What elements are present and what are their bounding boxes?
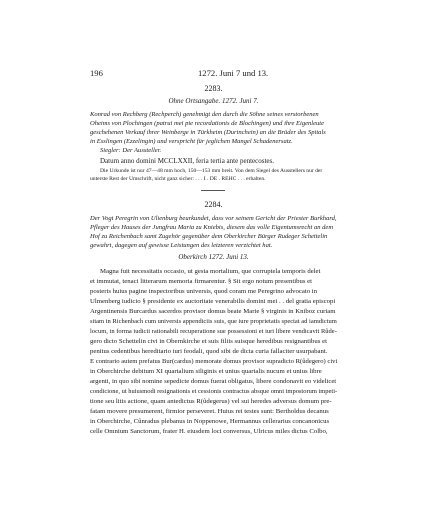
body-line: in Oberchirche, Cûnradus plebanus in Noppenowe, Hermannus cellerarius concanonicus [90, 418, 330, 425]
body-line: Magna fuit necessitatis occasio, ut gesta mortalium, que corruptela temporis delet [100, 268, 321, 275]
entry-dateline: Oberkirch 1272. Juni 13. [178, 253, 249, 261]
note-line: Die Urkunde ist nur 47—48 mm hoch, 150—153 mm breit. Von dem Siegel des Ausstellers nur der [100, 168, 323, 174]
body-line: fatam movere presumerent, firmior perseveret. Huius rei testes sunt: Bertholdus decanus [90, 408, 329, 415]
entry-number: 2283. [204, 84, 223, 93]
section-divider [201, 190, 225, 191]
note-line: unterste Rest der Umschrift, nicht ganz sicher: . . . I . DE . REHC . . . erhalten. [90, 176, 266, 182]
body-line: posteris huius pagine inspectoribus universis, quod coram me Peregrino advocato in [90, 288, 318, 295]
body-line: in Oberchirche debitum XI quartalium siliginis et unius quartalis nucum et unius libre [90, 368, 322, 375]
body-line: penitus cedentibus hereditario iuri feodali, quod sibi de dicta curia fallaciter usurpabant. [90, 348, 328, 355]
body-line: gero dicto Schettelin civi in Obernkirche et suis filiis suisque heredibus resignantibus et [90, 338, 327, 345]
siegler-line: Siegler: Der Aussteller. [100, 147, 162, 154]
body-line: argenti, in quo sibi nomine sepedicte domus fuerat obligatus, libere condonavit eo videlicet [90, 378, 337, 385]
body-line: tione seu litis actione, quam antedictus R(ûdegerus) vel sui heredes adversus domum pre- [90, 398, 332, 405]
summary-line: Hof zu Reichenbach samt Zugehör gegenüber dem Oberkircher Bürger Rudeger Schettelin [90, 233, 328, 240]
body-line: Argentinensis Burcardus sacerdos provisor domus beate Marie § virginis in Kniboz curiam [90, 308, 336, 315]
running-header: 1272. Juni 7 und 13. [198, 68, 269, 78]
body-line: sitam in Richenbach cum universis appendiciis suis, que iure proprietatis spectat ad iamdictum [90, 318, 337, 325]
summary-line: Der Vogt Peregrin von Ulienburg beurkundet, dass vor seinem Gericht der Priester Burkhard, [90, 215, 337, 222]
summary-line: in Esslingen (Ezzelingin) und verspricht für jeglichen Mangel Schadenersatz. [90, 138, 293, 145]
body-line: et immutat, tenaci litterarum memoria firmarentur. § Sit ergo notum presentibus et [90, 278, 313, 285]
summary-line: geschehenen Verkauf ihrer Weinberge in Türkheim (Durinchein) an die Brüder des Spitals [90, 129, 326, 136]
page-number: 196 [90, 68, 103, 78]
summary-line: Pfleger des Hauses der Jungfrau Maria zu Kniebis, diesem das volle Eigentumsrecht an dem [90, 224, 334, 231]
summary-line: gewahrt, dagegen auf gewisse Leistungen des letzteren verzichtet hat. [90, 242, 273, 249]
body-line: condicione, ut huiusmodi resignationis et cessionis contractus absque omni impostorum impeti- [90, 388, 338, 395]
summary-line: Konrad von Rechberg (Rechperch) genehmigt den durch die Söhne seines verstorbenen [90, 111, 319, 118]
body-line: celle Omnium Sanctorum, frater H. eiusdem loci conversus, Ulricus miles dictus Colbo, [90, 428, 328, 435]
body-line: Ulmenberg iudicio § presidente ex auctoritate venerabilis domini mei . . del gratia episcopi [90, 298, 336, 305]
body-line: locum, in forma iudicii rationabili recuperatione sue possessioni et iuri libere vendicavit Rûde- [90, 328, 337, 335]
body-line: E contrario autem prefatus Bur(cardus) memorate domus provisor supradicto R(ûdegero) civi [90, 358, 338, 365]
entry-number: 2284. [204, 200, 223, 209]
entry-dateline: Ohne Ortsangabe. 1272. Juni 7. [168, 97, 259, 105]
summary-line: Oheims von Plochingen (patrui mei pie recordationis de Blochingen) und ihre Eigenleute [90, 120, 324, 127]
datum-line: Datum anno domini MCCLXXII, feria tertia ante pentecostes. [100, 157, 274, 165]
